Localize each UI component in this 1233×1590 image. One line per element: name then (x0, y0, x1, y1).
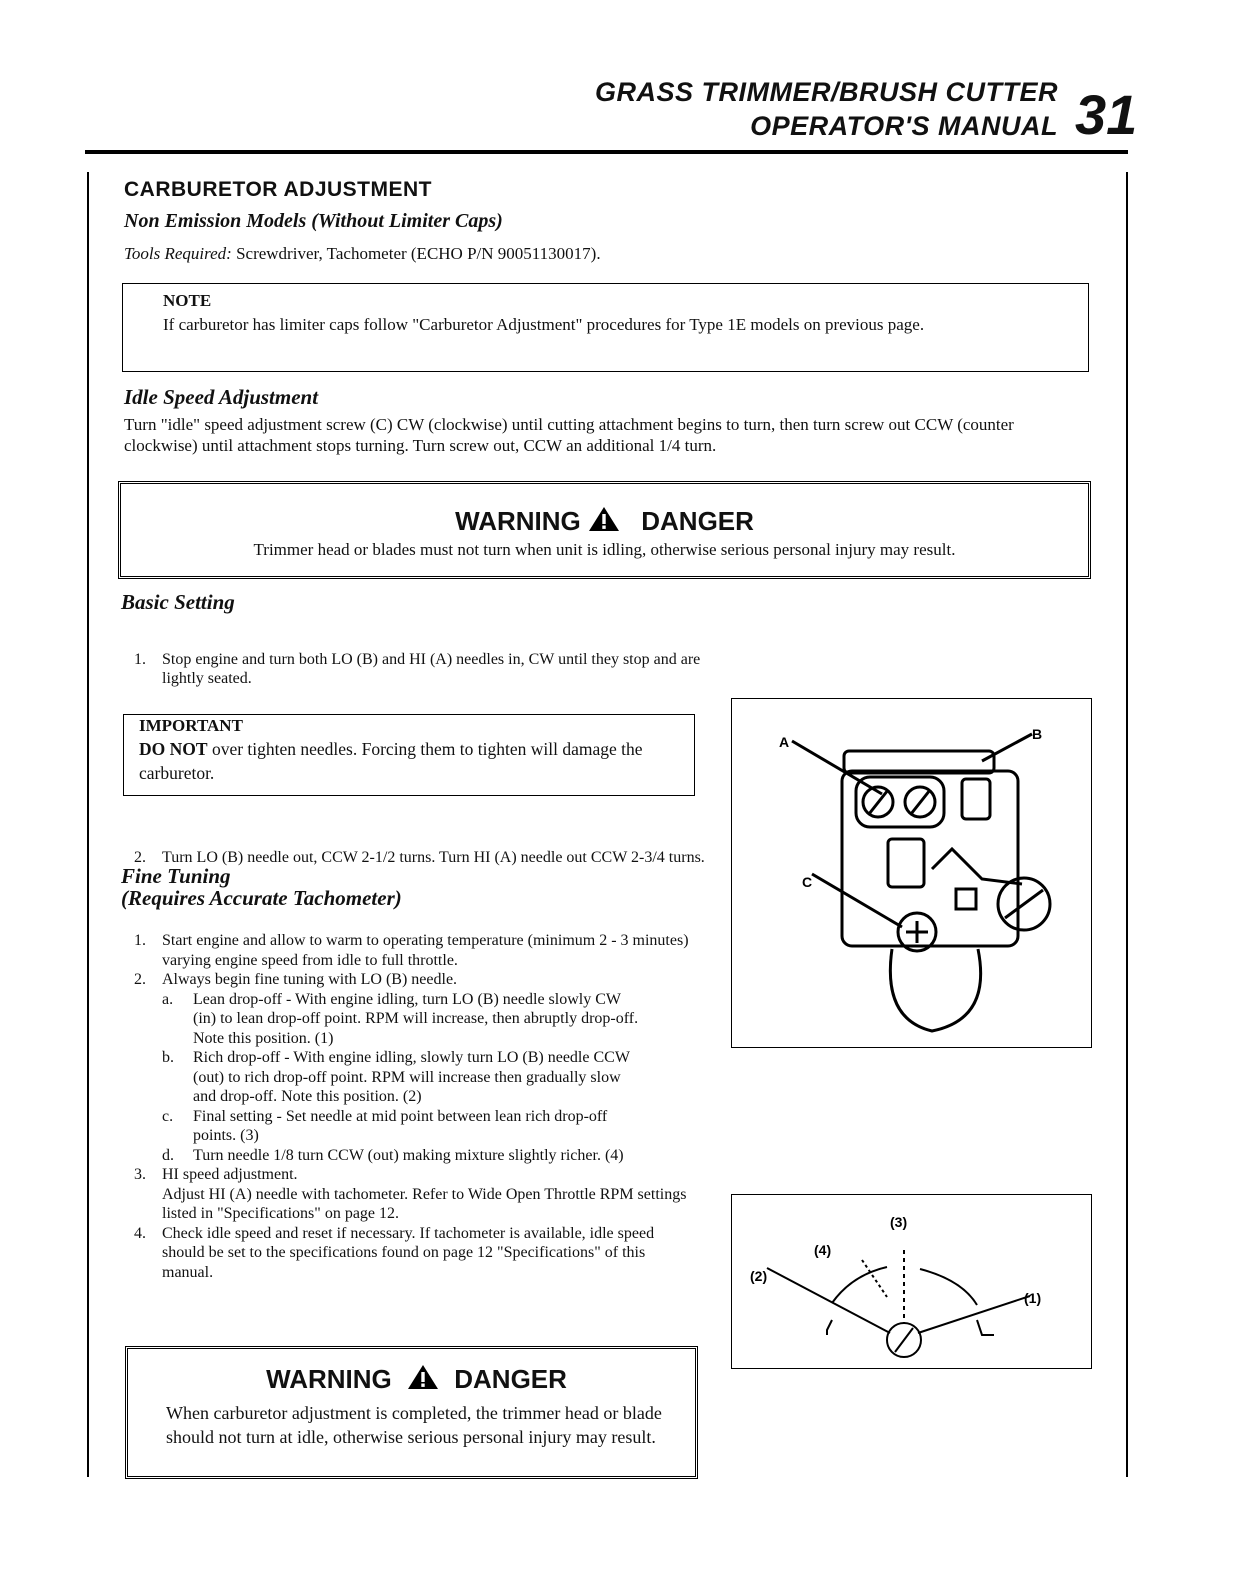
label-c: C (802, 874, 813, 890)
substep-c-num: c. (162, 1107, 174, 1125)
substep-b-text: Rich drop-off - With engine idling, slowly turn LO (B) needle CCW (out) to rich drop-off point. RPM will increase then gradually slow and drop-off. Note this position. (2) (193, 1049, 630, 1105)
important-box (123, 714, 695, 796)
fine-step-3 (134, 1165, 694, 1224)
note-box (122, 283, 1089, 372)
label-a: A (779, 734, 790, 750)
label-3: (3) (890, 1214, 908, 1230)
warning-triangle-icon (588, 506, 620, 532)
fine-substep-a (162, 990, 647, 1049)
fine-substep-d (162, 1146, 647, 1166)
warning-box-1 (118, 481, 1091, 579)
warning-triangle-icon (407, 1364, 439, 1390)
basic-step-2-num: 2. (134, 849, 146, 866)
label-2: (2) (750, 1268, 768, 1284)
tools-required (124, 243, 601, 264)
fine-step-4-num: 4. (134, 1224, 146, 1242)
fine-step-2-text: Always begin fine tuning with LO (B) needle. (162, 971, 458, 988)
carburetor-illustration (732, 699, 1090, 1046)
page-number: 31 (1075, 83, 1138, 146)
basic-step-1-text: Stop engine and turn both LO (B) and HI (A) needles in, CW until they stop and are lightly seated. (162, 651, 701, 687)
idle-text: Turn "idle" speed adjustment screw (C) CW (clockwise) until cutting attachment begins to turn, then turn screw out CCW (counter clockwise) until attachment stops turning. Turn screw out, CCW an additional 1/4 turn. (124, 415, 1014, 455)
important-title: IMPORTANT (139, 716, 243, 735)
danger-1-label: DANGER (641, 506, 754, 536)
idle-title: Idle Speed Adjustment (124, 385, 319, 409)
fine-step-3-title: HI speed adjustment. (162, 1166, 298, 1183)
important-text (139, 737, 694, 785)
header-rule (85, 150, 1128, 154)
needle-adjustment-diagram (732, 1195, 1090, 1367)
left-margin-rule (87, 172, 89, 1477)
warning-2-label: WARNING (266, 1364, 392, 1394)
fine-steps (134, 931, 694, 1282)
warning-2-heading (166, 1364, 667, 1395)
substep-d-num: d. (162, 1146, 174, 1164)
right-margin-rule (1126, 172, 1128, 1477)
warning-2-text: When carburetor adjustment is completed, the trimmer head or blade should not turn at idle, otherwise serious personal injury may result. (166, 1403, 662, 1447)
label-4: (4) (814, 1242, 832, 1258)
fine-step-4-text: Check idle speed and reset if necessary. If tachometer is available, idle speed should be set to the specifications found on page 12 "Specifications" of this manual. (162, 1224, 655, 1281)
basic-title: Basic Setting (121, 590, 235, 614)
tools-label: Tools Required: (124, 244, 232, 263)
carburetor-figure (731, 698, 1092, 1048)
note-text: If carburetor has limiter caps follow "Carburetor Adjustment" procedures for Type 1E models on previous page. (163, 315, 925, 334)
needle-adjustment-figure (731, 1194, 1092, 1369)
fine-substep-b (162, 1048, 647, 1107)
label-b: B (1032, 726, 1043, 742)
section-title: CARBURETOR ADJUSTMENT (124, 178, 433, 201)
warning-1-text: Trimmer head or blades must not turn when unit is idling, otherwise serious personal injury may result. (253, 540, 956, 559)
fine-step-3-text: Adjust HI (A) needle with tachometer. Refer to Wide Open Throttle RPM settings listed in "Specifications" on page 12. (162, 1185, 687, 1222)
label-1: (1) (1024, 1290, 1042, 1306)
section-subtitle: Non Emission Models (Without Limiter Caps) (124, 210, 503, 232)
note-title: NOTE (163, 291, 212, 310)
basic-step-2-text: Turn LO (B) needle out, CCW 2-1/2 turns. Turn HI (A) needle out CCW 2-3/4 turns. (162, 849, 705, 866)
fine-title-line2: (Requires Accurate Tachometer) (121, 886, 402, 910)
fine-step-1-num: 1. (134, 932, 146, 949)
important-body: over tighten needles. Forcing them to tighten will damage the carburetor. (139, 739, 643, 783)
fine-step-2-num: 2. (134, 971, 146, 988)
basic-step-1 (134, 650, 717, 688)
warning-box-2 (125, 1346, 698, 1479)
important-bold: DO NOT (139, 739, 208, 759)
fine-step-4 (134, 1224, 694, 1283)
substep-a-num: a. (162, 990, 174, 1008)
fine-step-1-text: Start engine and allow to warm to operating temperature (minimum 2 - 3 minutes) varying engine speed from idle to full throttle. (162, 932, 689, 969)
substep-b-num: b. (162, 1049, 174, 1066)
substep-d-text: Turn needle 1/8 turn CCW (out) making mixture slightly richer. (4) (193, 1146, 624, 1164)
header-title-line1: GRASS TRIMMER/BRUSH CUTTER (595, 77, 1058, 107)
header-title-line2: OPERATOR'S MANUAL (750, 111, 1058, 141)
substep-a-text: Lean drop-off - With engine idling, turn LO (B) needle slowly CW (in) to lean drop-off point. RPM will increase, then abruptly drop-off. Note this position. (1) (193, 990, 639, 1047)
substep-c-text: Final setting - Set needle at mid point between lean rich drop-off points. (3) (193, 1107, 608, 1144)
fine-substep-c (162, 1107, 647, 1146)
fine-step-3-num: 3. (134, 1166, 146, 1183)
fine-substeps (134, 990, 647, 1166)
warning-1-heading (121, 506, 1088, 537)
basic-step-1-num: 1. (134, 651, 146, 668)
fine-step-2 (134, 970, 694, 990)
tools-value: Screwdriver, Tachometer (ECHO P/N 90051130017). (236, 244, 601, 263)
danger-2-label: DANGER (454, 1364, 567, 1394)
warning-1-label: WARNING (455, 506, 581, 536)
fine-title (121, 865, 402, 909)
fine-title-line1: Fine Tuning (121, 864, 231, 888)
fine-step-1 (134, 931, 694, 970)
